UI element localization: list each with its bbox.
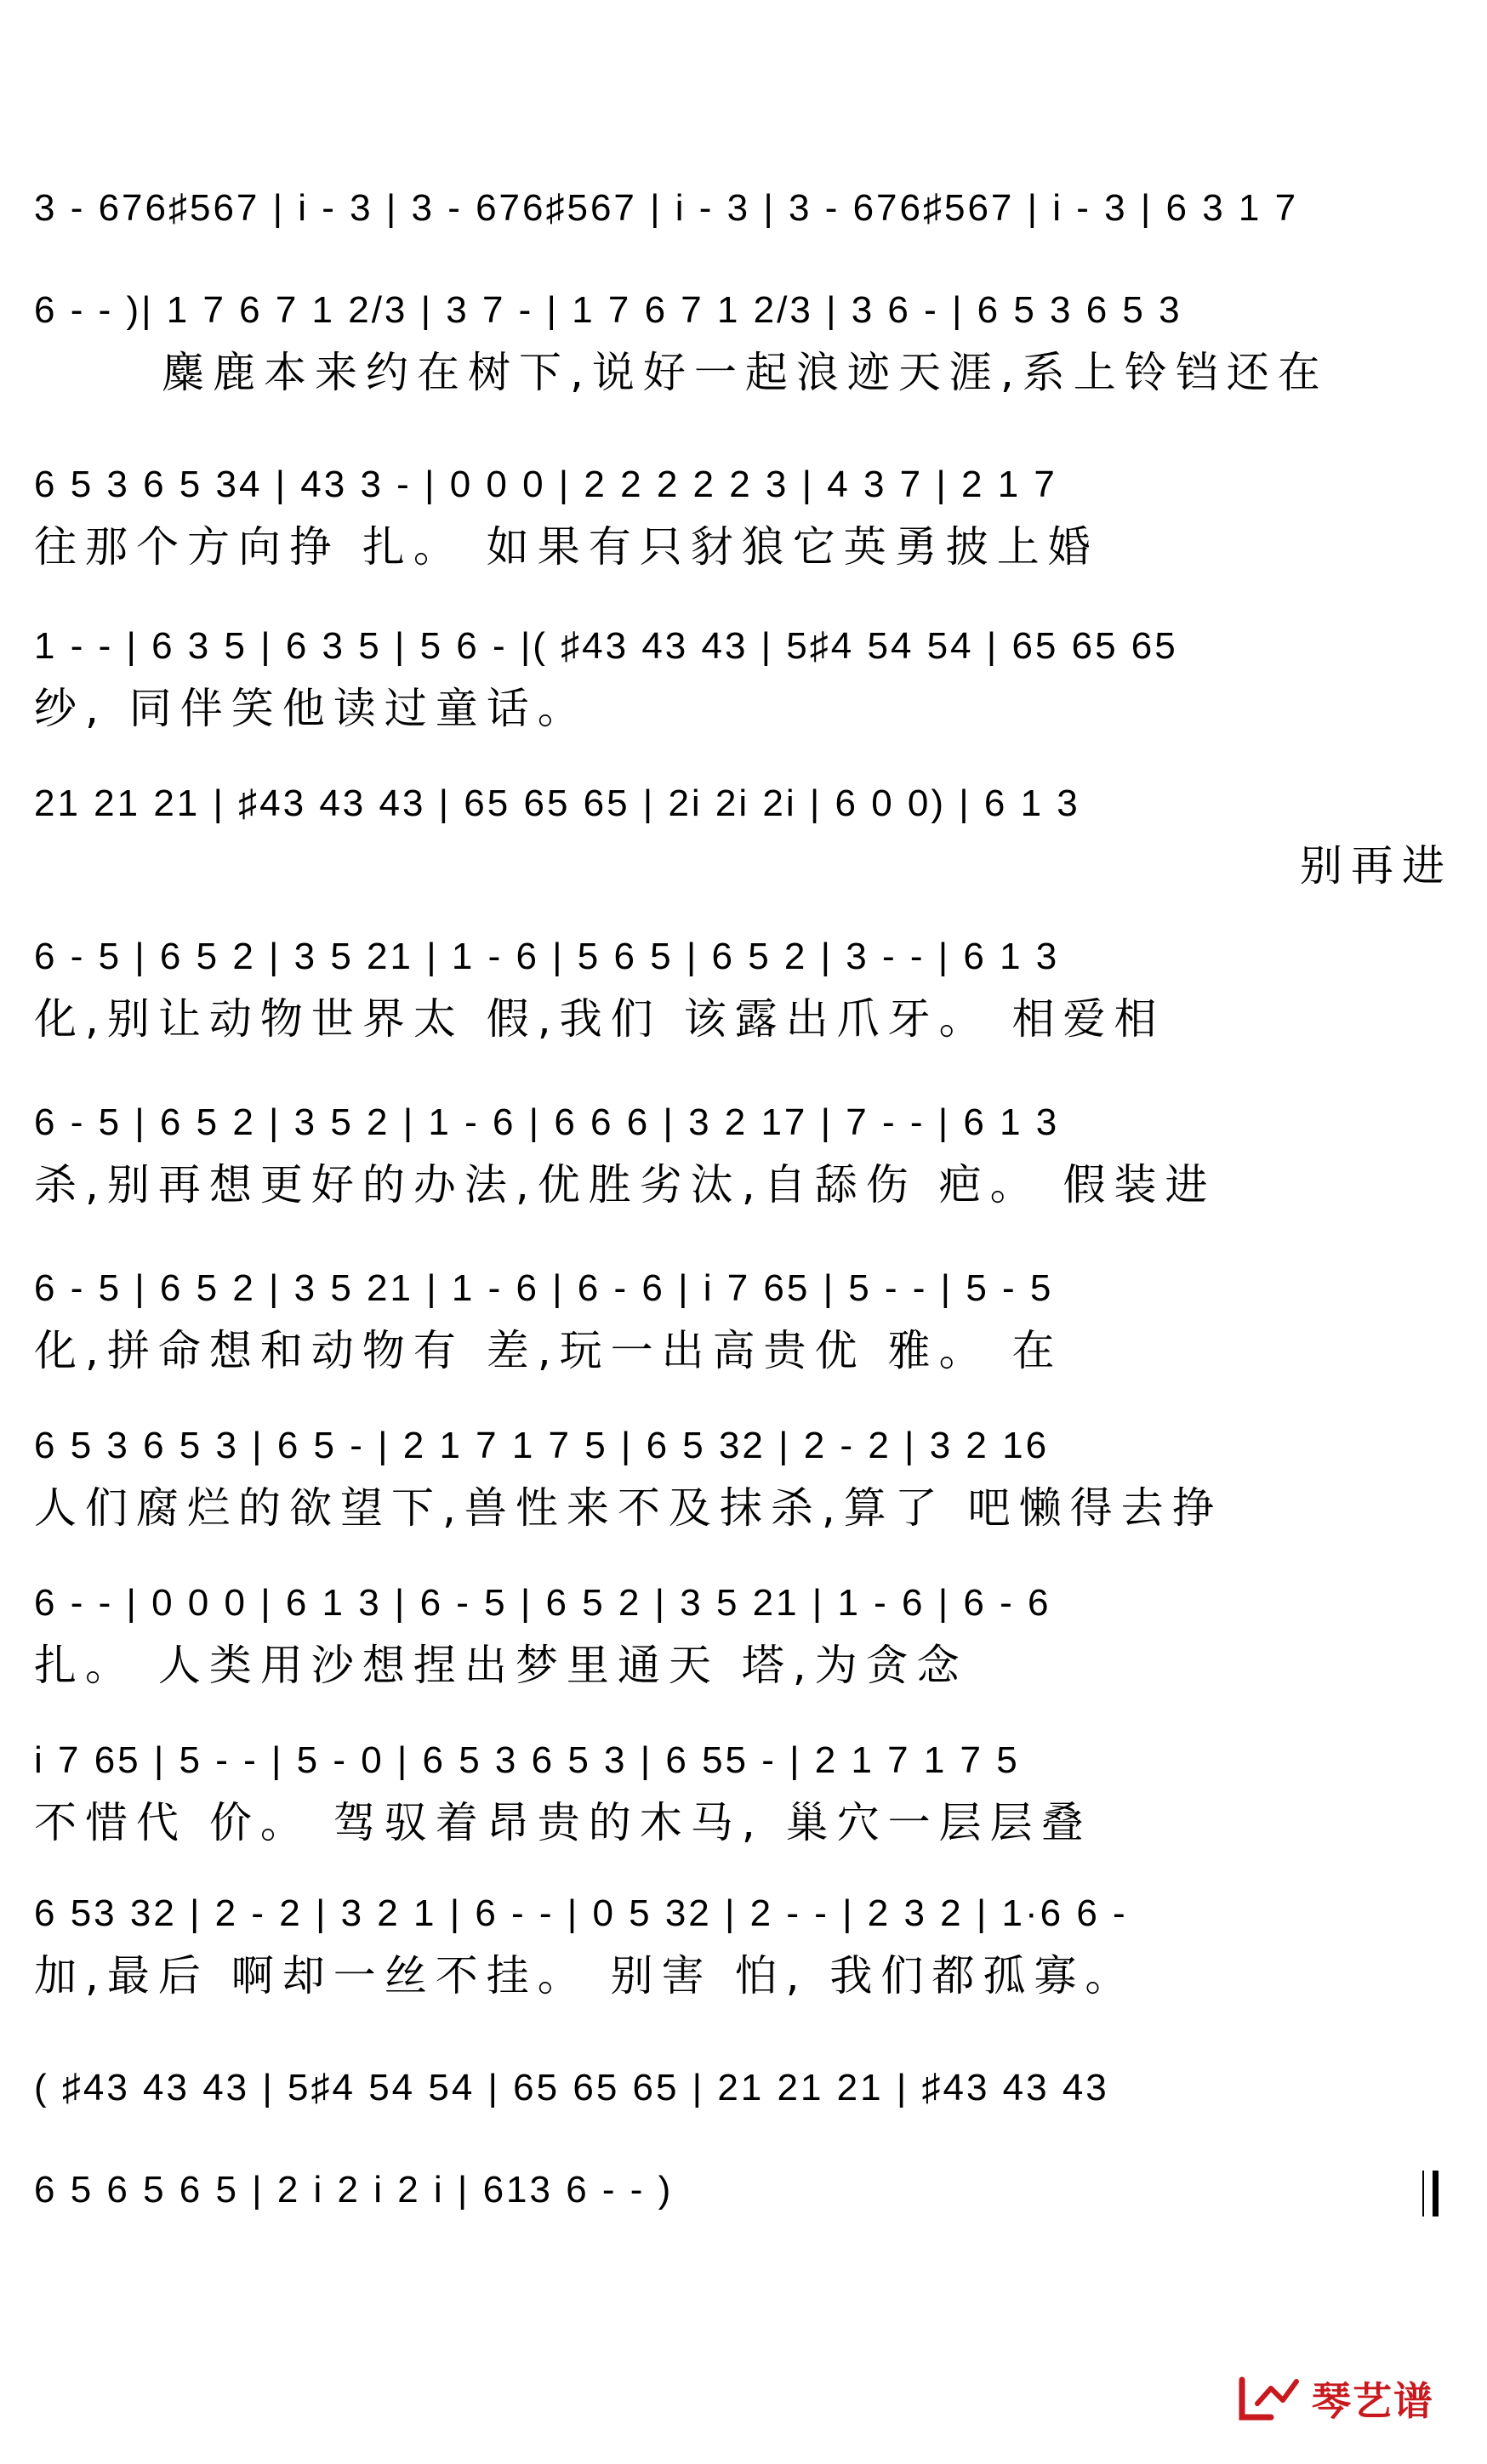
lyrics-line: 加,最后 啊却一丝不挂。 别害 怕, 我们都孤寡。 — [34, 1951, 1137, 2000]
lyrics-line: 杀,别再想更好的办法,优胜劣汰,自舔伤 疤。 假装进 — [34, 1160, 1216, 1209]
lyrics-line: 扎。 人类用沙想捏出梦里通天 塔,为贪念 — [34, 1641, 968, 1690]
score-system-5 — [34, 774, 1453, 898]
score-system-1 — [34, 179, 1453, 238]
notes-line: 6 - - )| 1 7 6 7 1 2/3 | 3 7 - | 1 7 6 7 1 2/3 | 3 6 - | 6 5 3 6 5 3 — [34, 289, 1182, 331]
final-barline-thick — [1433, 2171, 1439, 2216]
logo-text: 琴艺谱 — [1312, 2378, 1434, 2424]
score-system-3 — [34, 455, 1453, 579]
score-system-13 — [34, 2058, 1453, 2118]
lyrics-line: 不惜代 价。 驾驭着昂贵的木马, 巢穴一层层叠 — [34, 1798, 1092, 1847]
notes-line: 6 - 5 | 6 5 2 | 3 5 21 | 1 - 6 | 6 - 6 | i 7 65 | 5 - - | 5 - 5 — [34, 1267, 1054, 1309]
notes-line: 6 - 5 | 6 5 2 | 3 5 21 | 1 - 6 | 5 6 5 | 6 5 2 | 3 - - | 6 1 3 — [34, 936, 1060, 977]
lyrics-line: 化,别让动物世界太 假,我们 该露出爪牙。 相爱相 — [34, 994, 1165, 1044]
notes-line: ( ♯43 43 43 | 5♯4 54 54 | 65 65 65 | 21 21 21 | ♯43 43 43 — [34, 2067, 1109, 2108]
score-system-4 — [34, 617, 1453, 741]
notes-line: 1 - - | 6 3 5 | 6 3 5 | 5 6 - |( ♯43 43 43 | 5♯4 54 54 | 65 65 65 — [34, 625, 1178, 667]
score-system-2 — [34, 281, 1453, 405]
lyrics-line: 人们腐烂的欲望下,兽性来不及抹杀,算了 吧懒得去挣 — [34, 1483, 1223, 1533]
score-system-10 — [34, 1573, 1453, 1698]
notes-line: 6 5 3 6 5 3 | 6 5 - | 2 1 7 1 7 5 | 6 5 32 | 2 - 2 | 3 2 16 — [34, 1425, 1050, 1466]
score-system-7 — [34, 1093, 1453, 1217]
notes-line: 6 5 6 5 6 5 | 2 i 2 i 2 i | 613 6 - - ) — [34, 2169, 674, 2211]
lyrics-line: 往那个方向挣 扎。 如果有只豺狼它英勇披上婚 — [34, 522, 1099, 572]
score-system-11 — [34, 1731, 1453, 1855]
notes-line: i 7 65 | 5 - - | 5 - 0 | 6 5 3 6 5 3 | 6 55 - | 2 1 7 1 7 5 — [34, 1739, 1020, 1781]
notes-line: 6 - 5 | 6 5 2 | 3 5 2 | 1 - 6 | 6 6 6 | 3 2 17 | 7 - - | 6 1 3 — [34, 1101, 1060, 1143]
notes-line: 6 - - | 0 0 0 | 6 1 3 | 6 - 5 | 6 5 2 | 3 5 21 | 1 - 6 | 6 - 6 — [34, 1582, 1051, 1624]
lyrics-line: 麋鹿本来约在树下,说好一起浪迹天涯,系上铃铛还在 — [162, 348, 1329, 397]
score-system-12 — [34, 1884, 1453, 2008]
notes-line: 3 - 676♯567 | i - 3 | 3 - 676♯567 | i - 3 | 3 - 676♯567 | i - 3 | 6 3 1 7 — [34, 187, 1299, 229]
final-barline-thin — [1422, 2171, 1424, 2216]
site-logo — [1237, 2370, 1434, 2427]
notes-line: 21 21 21 | ♯43 43 43 | 65 65 65 | 2i 2i 2i | 6 0 0) | 6 1 3 — [34, 782, 1080, 824]
lyrics-line: 别再进 — [1300, 841, 1453, 891]
piano-key-logo-icon — [1237, 2373, 1303, 2424]
lyrics-line: 纱, 同伴笑他读过童话。 — [34, 684, 589, 733]
score-system-8 — [34, 1259, 1453, 1383]
score-system-14 — [34, 2160, 1453, 2220]
notes-line: 6 53 32 | 2 - 2 | 3 2 1 | 6 - - | 0 5 32 | 2 - - | 2 3 2 | 1·6 6 - — [34, 1892, 1128, 1934]
score-system-9 — [34, 1416, 1453, 1540]
notes-line: 6 5 3 6 5 34 | 43 3 - | 0 0 0 | 2 2 2 2 2 3 | 4 3 7 | 2 1 7 — [34, 464, 1057, 505]
score-system-6 — [34, 927, 1453, 1051]
lyrics-line: 化,拼命想和动物有 差,玩一出高贵优 雅。 在 — [34, 1326, 1063, 1375]
